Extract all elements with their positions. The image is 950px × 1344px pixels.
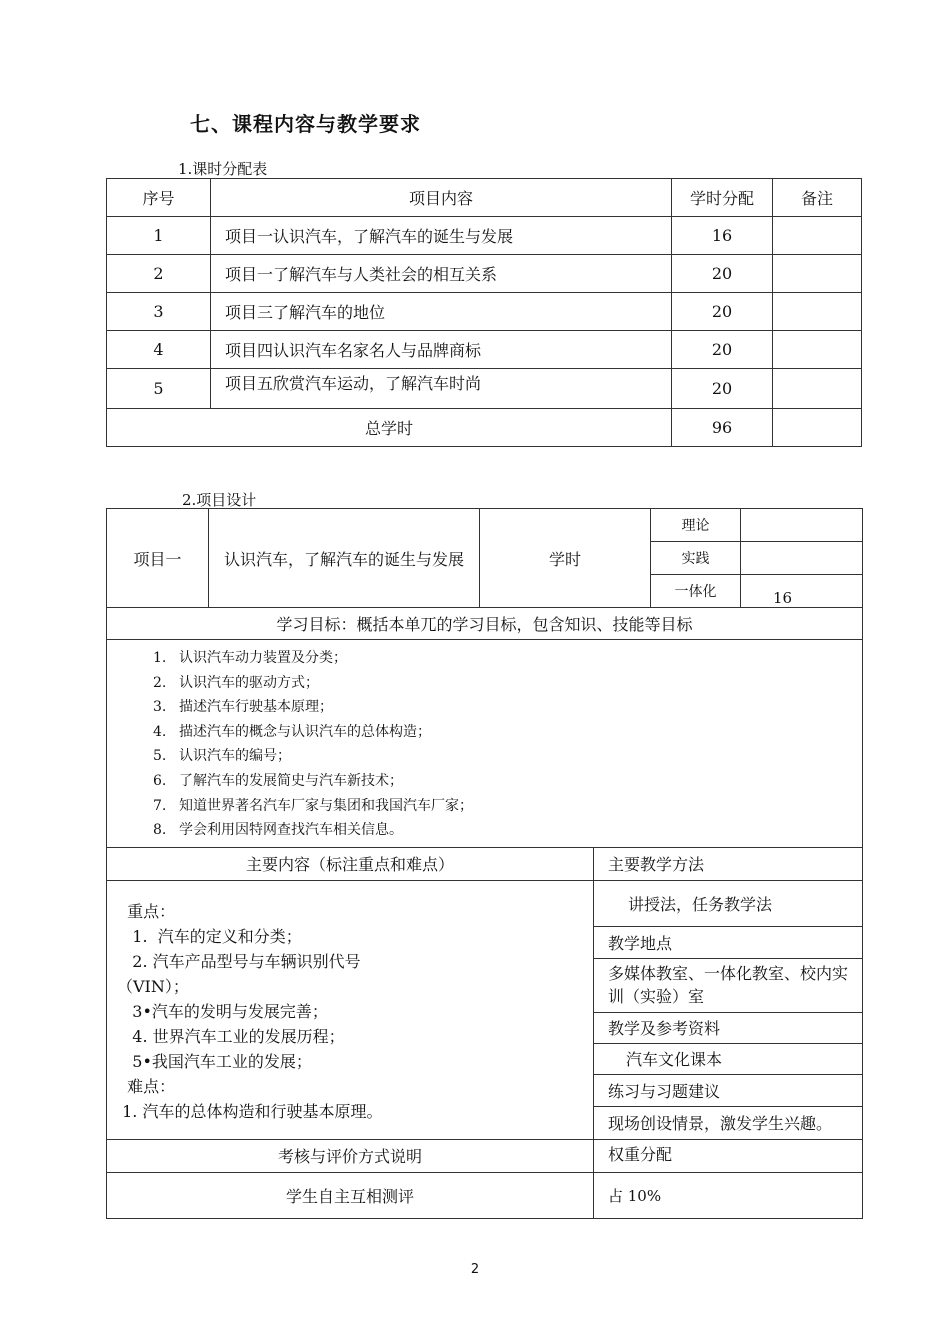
col-header-hours: 学时分配 <box>672 179 773 217</box>
row-no: 4 <box>107 331 211 369</box>
integrated-hours: 16 <box>741 575 863 608</box>
hours-label: 学时 <box>480 509 651 608</box>
table1-caption: 1.课时分配表 <box>178 160 268 178</box>
row-content: 项目三了解汽车的地位 <box>211 293 672 331</box>
list-item: 6. 了解汽车的发展简史与汽车新技术； <box>153 772 403 789</box>
assessment-row <box>107 1172 863 1218</box>
content-line: 4. 世界汽车工业的发展历程； <box>117 1026 345 1046</box>
page-number: 2 <box>470 1262 480 1277</box>
row-note <box>773 369 862 409</box>
method-row <box>107 880 863 926</box>
weight-label: 权重分配 <box>594 1139 863 1172</box>
total-label: 总学时 <box>107 409 672 447</box>
list-item: 3. 描述汽车行驶基本原理； <box>153 699 333 716</box>
content-line: 3•汽车的发明与发展完善； <box>117 1001 328 1021</box>
references-value: 汽车文化课本 <box>594 1043 863 1074</box>
list-item: 7. 知道世界著名汽车厂家与集团和我国汽车厂家； <box>153 797 473 814</box>
row-content: 项目一认识汽车，了解汽车的诞生与发展 <box>211 217 672 255</box>
row-hours: 20 <box>672 331 773 369</box>
goals-row <box>107 640 863 848</box>
table-row <box>107 369 862 409</box>
table2-caption: 2.项目设计 <box>182 491 257 509</box>
col-header-no: 序号 <box>107 179 211 217</box>
practice-hours <box>741 542 863 575</box>
content-line: 难点： <box>117 1076 176 1096</box>
goals-list <box>107 640 862 847</box>
row-content: 项目一了解汽车与人类社会的相互关系 <box>211 255 672 293</box>
row-hours: 20 <box>672 293 773 331</box>
theory-hours <box>741 509 863 542</box>
list-item: 8. 学会利用因特网查找汽车相关信息。 <box>153 822 403 839</box>
col-header-note: 备注 <box>773 179 862 217</box>
row-content: 项目五欣赏汽车运动，了解汽车时尚 <box>211 369 672 409</box>
project-row <box>107 509 863 542</box>
hours-allocation-table <box>106 178 862 447</box>
table-header-row <box>107 179 862 217</box>
content-lines <box>107 881 593 1134</box>
content-line: （VIN）； <box>117 976 189 996</box>
exercise-label: 练习与习题建议 <box>594 1074 863 1106</box>
table-row <box>107 255 862 293</box>
row-hours: 20 <box>672 255 773 293</box>
exercise-value: 现场创设情景，激发学生兴趣。 <box>594 1106 863 1139</box>
goals-cell <box>107 640 863 848</box>
project-label: 项目一 <box>107 509 209 608</box>
method-value: 讲授法，任务教学法 <box>594 880 863 926</box>
integrated-label: 一体化 <box>651 575 741 608</box>
method-header: 主要教学方法 <box>594 847 863 880</box>
list-item: 4. 描述汽车的概念与认识汽车的总体构造； <box>153 723 431 740</box>
content-line: 重点： <box>117 901 176 921</box>
row-note <box>773 255 862 293</box>
list-item: 5. 认识汽车的编号； <box>153 748 291 765</box>
practice-label: 实践 <box>651 542 741 575</box>
table-row <box>107 217 862 255</box>
row-hours: 16 <box>672 217 773 255</box>
total-row <box>107 409 862 447</box>
content-cell <box>107 880 594 1139</box>
project-design-table <box>106 508 863 1219</box>
assessment-header-row <box>107 1139 863 1172</box>
total-note <box>773 409 862 447</box>
col-header-content: 项目内容 <box>211 179 672 217</box>
row-note <box>773 293 862 331</box>
table-row <box>107 293 862 331</box>
row-content: 项目四认识汽车名家名人与品牌商标 <box>211 331 672 369</box>
list-item: 2. 认识汽车的驱动方式； <box>153 674 319 691</box>
content-line: 2. 汽车产品型号与车辆识别代号 <box>117 951 361 971</box>
goals-header-row <box>107 608 863 640</box>
row-hours: 20 <box>672 369 773 409</box>
table-row <box>107 331 862 369</box>
content-header: 主要内容（标注重点和难点） <box>107 847 594 880</box>
content-line: 5•我国汽车工业的发展； <box>117 1051 312 1071</box>
row-note <box>773 217 862 255</box>
location-label: 教学地点 <box>594 926 863 958</box>
assessment-item: 学生自主互相测评 <box>107 1172 594 1218</box>
row-note <box>773 331 862 369</box>
content-line: 1. 汽车的定义和分类； <box>117 926 302 946</box>
total-hours: 96 <box>672 409 773 447</box>
list-item: 1. 认识汽车动力装置及分类； <box>153 650 347 666</box>
row-no: 3 <box>107 293 211 331</box>
row-no: 1 <box>107 217 211 255</box>
content-line: 1. 汽车的总体构造和行驶基本原理。 <box>117 1101 383 1121</box>
content-header-row <box>107 847 863 880</box>
location-value: 多媒体教室、一体化教室、校内实训（实验）室 <box>594 958 863 1012</box>
assessment-label: 考核与评价方式说明 <box>107 1139 594 1172</box>
goals-header: 学习目标：概括本单兀的学习目标，包含知识、技能等目标 <box>107 608 863 640</box>
references-label: 教学及参考资料 <box>594 1012 863 1043</box>
section-heading: 七、课程内容与教学要求 <box>190 112 421 136</box>
assessment-weight: 占 10% <box>594 1172 863 1218</box>
theory-label: 理论 <box>651 509 741 542</box>
row-no: 2 <box>107 255 211 293</box>
project-title: 认识汽车，了解汽车的诞生与发展 <box>209 509 480 608</box>
row-no: 5 <box>107 369 211 409</box>
